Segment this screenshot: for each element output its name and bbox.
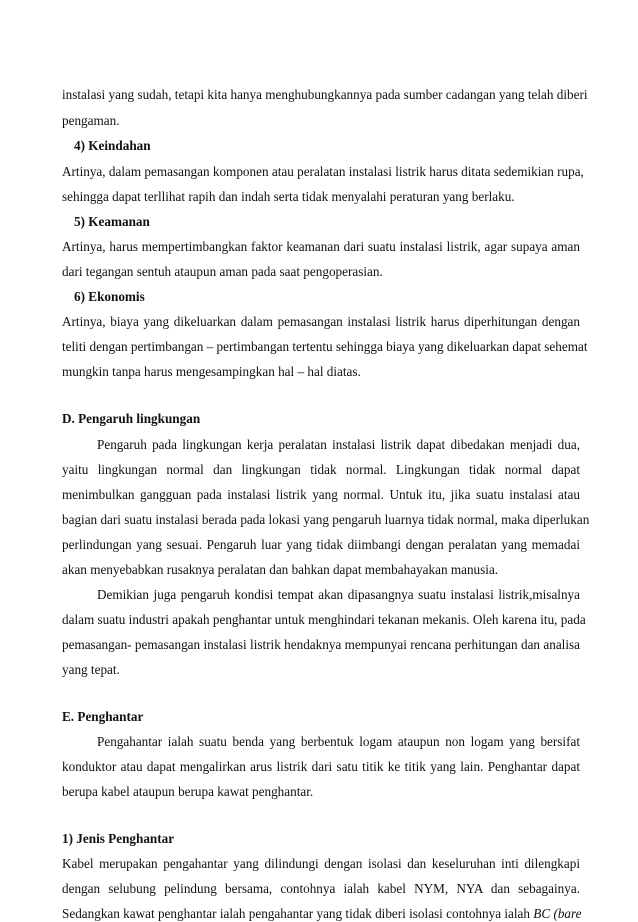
paragraph-line: menimbulkan gangguan pada instalasi listrik yang normal. Untuk itu, jika suatu instalasi atau <box>62 487 580 502</box>
section-heading-d: D. Pengaruh lingkungan <box>62 411 201 426</box>
section-heading-e: E. Penghantar <box>62 709 144 724</box>
paragraph-line: Pengahantar ialah suatu benda yang berbentuk logam ataupun non logam yang bersifat <box>97 734 580 749</box>
paragraph-line: sehingga dapat terllihat rapih dan indah serta tidak menyalahi peraturan yang berlaku. <box>62 189 515 204</box>
paragraph-line: Artinya, dalam pemasangan komponen atau peralatan instalasi listrik harus ditata sedemikian rupa, <box>62 164 584 179</box>
paragraph-line: yaitu lingkungan normal dan lingkungan tidak normal. Lingkungan tidak normal dapat <box>62 462 580 477</box>
subheading-ekonomis: 6) Ekonomis <box>74 289 145 304</box>
paragraph-line: konduktor atau dapat mengalirkan arus listrik dari satu titik ke titik yang lain. Penghantar dapat <box>62 759 580 774</box>
paragraph-line: mungkin tanpa harus mengesampingkan hal – hal diatas. <box>62 364 361 379</box>
paragraph-line: yang tepat. <box>62 662 120 677</box>
subheading-keamanan: 5) Keamanan <box>74 214 150 229</box>
paragraph-line: akan menyebabkan rusaknya peralatan dan bahkan dapat membahayakan manusia. <box>62 562 499 577</box>
paragraph-line: perlindungan yang sesuai. Pengaruh luar yang tidak diimbangi dengan peralatan yang memadai <box>62 537 580 552</box>
subheading-keindahan: 4) Keindahan <box>74 138 151 153</box>
paragraph-line: teliti dengan pertimbangan – pertimbangan tertentu sehingga biaya yang dikeluarkan dapat sehemat <box>62 339 588 354</box>
paragraph-line <box>62 906 580 922</box>
italic-term: BC (bare <box>533 906 582 921</box>
paragraph-line: Artinya, biaya yang dikeluarkan dalam pemasangan instalasi listrik harus diperhitungan dengan <box>62 314 580 329</box>
paragraph-line: Demikian juga pengaruh kondisi tempat akan dipasangnya suatu instalasi listrik,misalnya <box>97 587 580 602</box>
paragraph-text: Sedangkan kawat penghantar ialah pengahantar yang tidak diberi isolasi contohnya ialah <box>62 906 530 921</box>
paragraph-line: Artinya, harus mempertimbangkan faktor keamanan dari suatu instalasi listrik, agar supaya aman <box>62 239 580 254</box>
paragraph-line: pengaman. <box>62 113 120 128</box>
paragraph-line: instalasi yang sudah, tetapi kita hanya menghubungkannya pada sumber cadangan yang telah diberi <box>62 87 588 102</box>
paragraph-line: pemasangan- pemasangan instalasi listrik hendaknya mempunyai rencana perhitungan dan analisa <box>62 637 580 652</box>
paragraph-line: Pengaruh pada lingkungan kerja peralatan instalasi listrik dapat dibedakan menjadi dua, <box>97 437 580 452</box>
paragraph-line: dari tegangan sentuh ataupun aman pada saat pengoperasian. <box>62 264 383 279</box>
paragraph-line: bagian dari suatu instalasi berada pada lokasi yang pengaruh luarnya tidak normal, maka diperlukan <box>62 512 590 527</box>
paragraph-line: berupa kabel ataupun berupa kawat penghantar. <box>62 784 314 799</box>
subheading-jenis-penghantar: 1) Jenis Penghantar <box>62 831 175 846</box>
paragraph-line: Kabel merupakan pengahantar yang dilindungi dengan isolasi dan keseluruhan inti dilengkapi <box>62 856 580 871</box>
paragraph-line: dalam suatu industri apakah penghantar untuk menghindari tekanan mekanis. Oleh karena itu, pada <box>62 612 586 627</box>
paragraph-line: dengan selubung pelindung bersama, contohnya ialah kabel NYM, NYA dan sebagainya. <box>62 881 580 896</box>
